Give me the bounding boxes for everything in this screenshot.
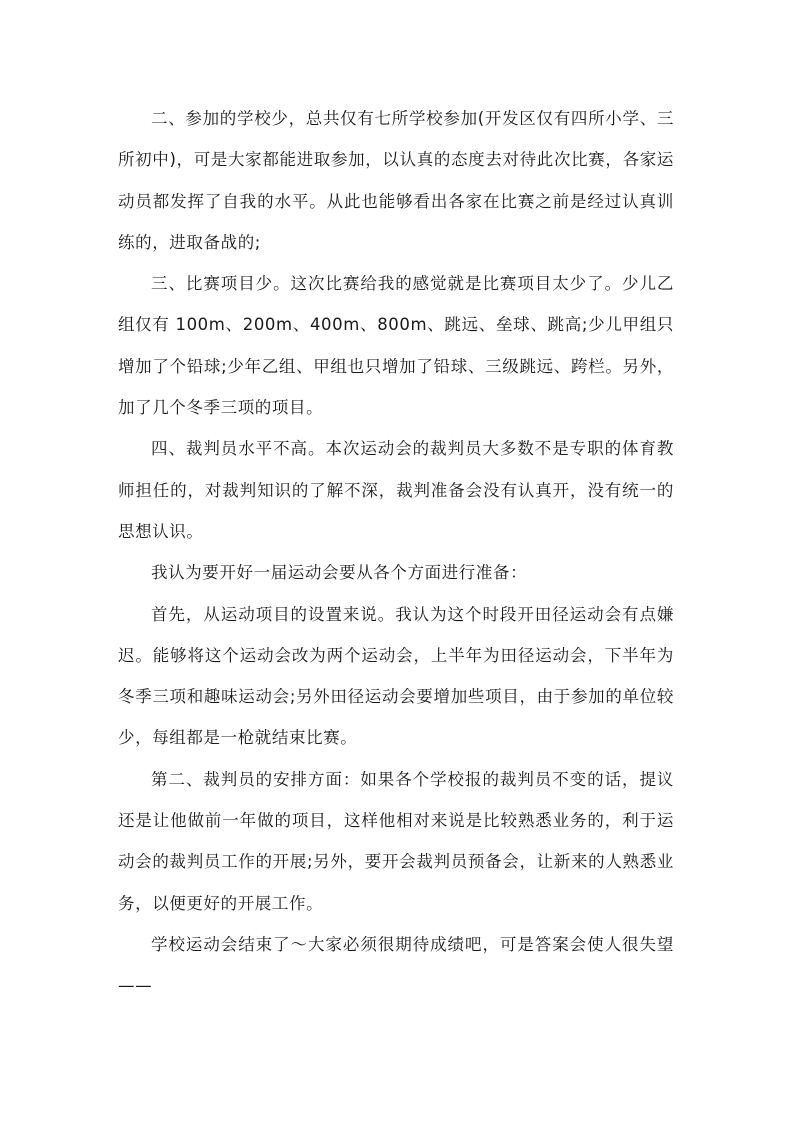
paragraph-referee-arrangement: 第二、裁判员的安排方面：如果各个学校报的裁判员不变的话，提议还是让他做前一年做的项目，这样他相对来说是比较熟悉业务的，利于运动会的裁判员工作的开展;另外，要开会裁判员预备会，让新来的人熟悉业务，以便更好的开展工作。	[118, 769, 674, 913]
paragraph-conclusion: 学校运动会结束了～大家必须很期待成绩吧，可是答案会使人很失望——	[118, 934, 674, 996]
document-body	[118, 98, 674, 1007]
paragraph-preparation-intro: 我认为要开好一届运动会要从各个方面进行准备：	[151, 563, 528, 583]
paragraph-participation: 二、参加的学校少，总共仅有七所学校参加(开发区仅有四所小学、三所初中)，可是大家都能进取参加，以认真的态度去对待此次比赛，各家运动员都发挥了自我的水平。从此也能够看出各家在比赛之前是经过认真训练的，进取备战的;	[118, 109, 674, 252]
paragraph-referees: 四、裁判员水平不高。本次运动会的裁判员大多数不是专职的体育教师担任的，对裁判知识的了解不深，裁判准备会没有认真开，没有统一的思想认识。	[118, 439, 674, 541]
paragraph-event-setup: 首先，从运动项目的设置来说。我认为这个时段开田径运动会有点嫌迟。能够将这个运动会改为两个运动会，上半年为田径运动会，下半年为冬季三项和趣味运动会;另外田径运动会要增加些项目，由于参加的单位较少，每组都是一枪就结束比赛。	[118, 604, 674, 748]
paragraph-events: 三、比赛项目少。这次比赛给我的感觉就是比赛项目太少了。少儿乙组仅有 100m、200m、400m、800m、跳远、垒球、跳高;少儿甲组只增加了个铅球;少年乙组、甲组也只增加了铅球、三级跳远、跨栏。另外，加了几个冬季三项的项目。	[118, 274, 674, 418]
